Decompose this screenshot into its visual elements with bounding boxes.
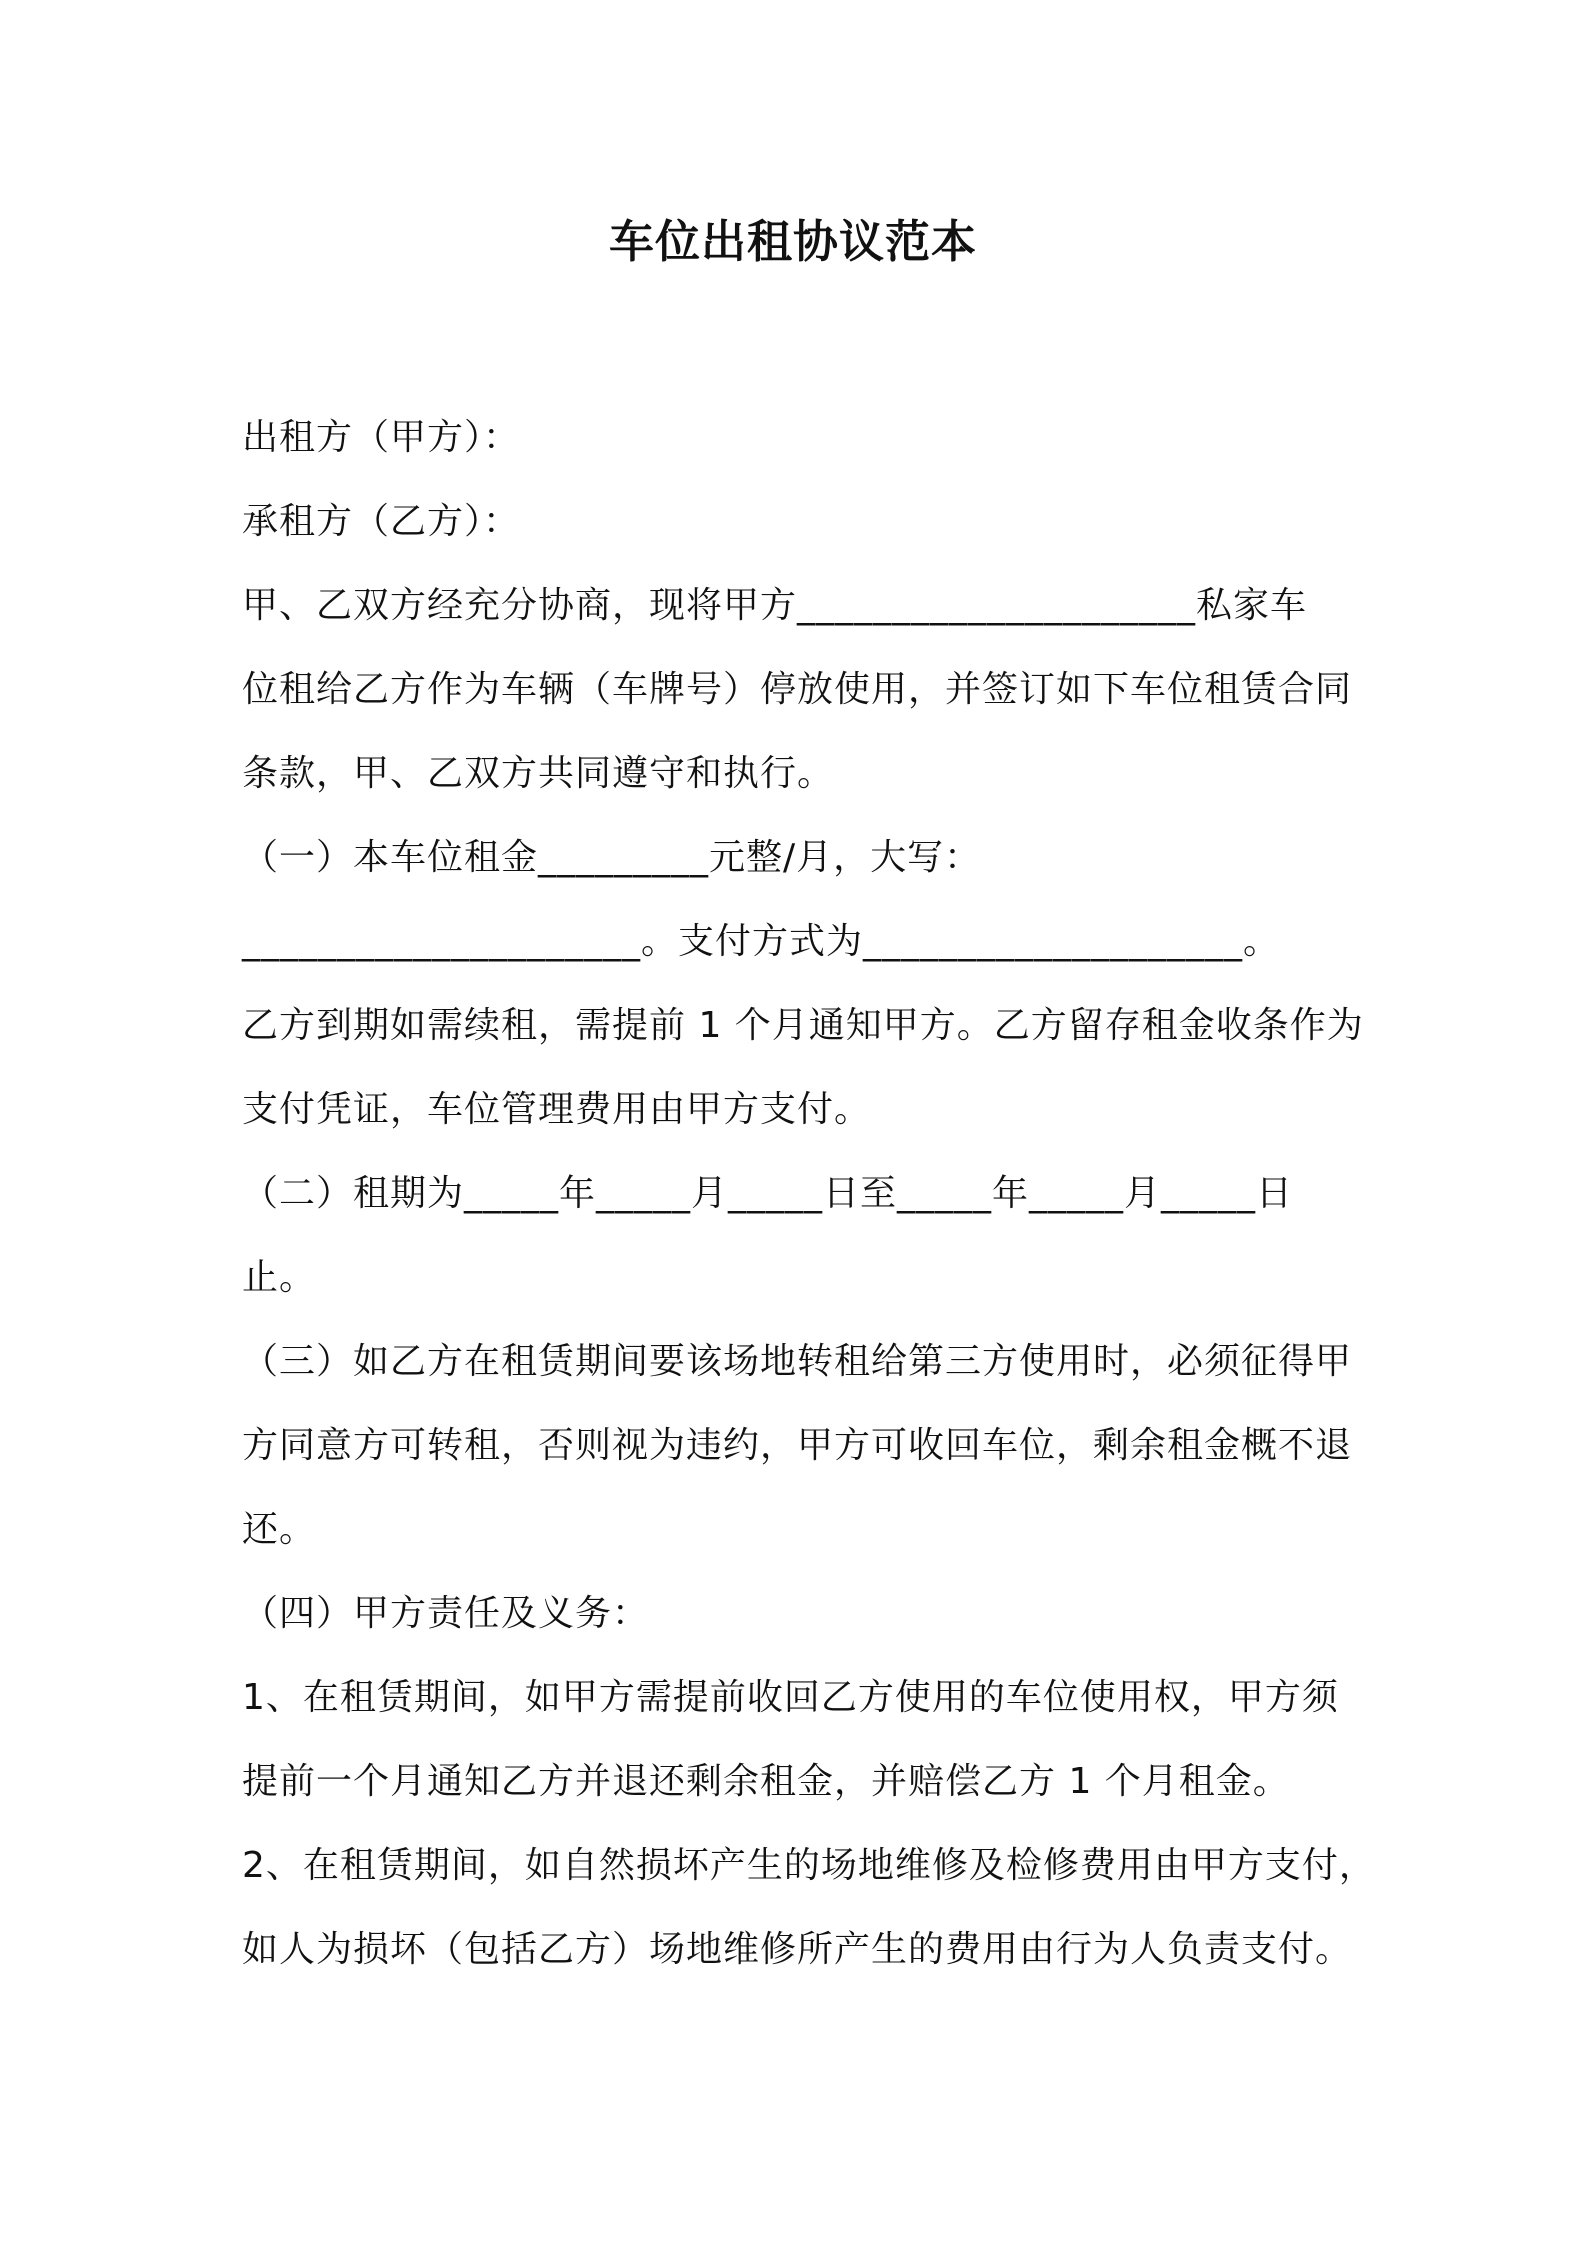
- intro-line-2: 位租给乙方作为车辆（车牌号）停放使用，并签订如下车位租赁合同: [242, 669, 1353, 710]
- clause-1-line-4: 支付凭证，车位管理费用由甲方支付。: [242, 1089, 872, 1130]
- clause-1-line-2: _____________________。支付方式为____________________。: [242, 921, 1281, 962]
- document-title: 车位出租协议范本: [608, 215, 977, 268]
- intro-line-3: 条款，甲、乙双方共同遵守和执行。: [242, 753, 835, 794]
- clause-4-item-1-line-1: 1、在租赁期间，如甲方需提前收回乙方使用的车位使用权，甲方须: [242, 1677, 1339, 1718]
- clause-3-line-2: 方同意方可转租，否则视为违约，甲方可收回车位，剩余租金概不退: [242, 1425, 1353, 1466]
- clause-3-line-3: 还。: [242, 1509, 317, 1550]
- clause-3-line-1: （三）如乙方在租赁期间要该场地转租给第三方使用时，必须征得甲: [242, 1341, 1353, 1382]
- clause-4-item-2-line-1: 2、在租赁期间，如自然损坏产生的场地维修及检修费用由甲方支付，: [242, 1845, 1376, 1886]
- lessee-line: 承租方（乙方）：: [242, 501, 521, 542]
- clause-4-item-1-line-2: 提前一个月通知乙方并退还剩余租金，并赔偿乙方 1 个月租金。: [242, 1761, 1290, 1802]
- clause-2-line-2: 止。: [242, 1257, 317, 1298]
- intro-line-1: 甲、乙双方经充分协商，现将甲方_____________________私家车: [242, 585, 1308, 626]
- clause-2-line-1: （二）租期为_____年_____月_____日至_____年_____月_____日: [242, 1173, 1294, 1214]
- clause-4-heading: （四）甲方责任及义务：: [242, 1593, 650, 1634]
- clause-4-item-2-line-2: 如人为损坏（包括乙方）场地维修所产生的费用由行为人负责支付。: [242, 1929, 1353, 1970]
- clause-1-line-3: 乙方到期如需续租，需提前 1 个月通知甲方。乙方留存租金收条作为: [242, 1005, 1364, 1046]
- lessor-line: 出租方（甲方）：: [242, 417, 521, 458]
- clause-1-line-1: （一）本车位租金_________元整/月，大写：: [242, 837, 982, 878]
